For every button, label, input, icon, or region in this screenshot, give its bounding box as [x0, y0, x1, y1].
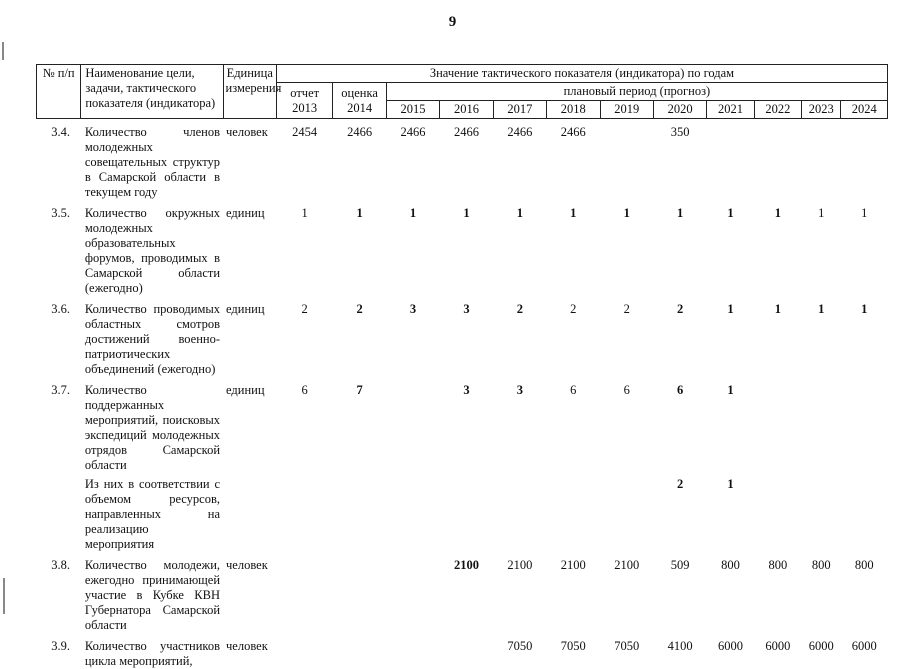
value-cell: 1: [707, 473, 754, 552]
page-number: 9: [0, 14, 905, 31]
unit-cell: единиц: [223, 200, 276, 296]
value-cell: 2: [600, 296, 653, 377]
scan-mark: [2, 42, 4, 60]
indicator-name: Количество поддержанных мероприятий, поисковых экспедиций молодежных отрядов Самарской области: [81, 377, 223, 473]
value-cell: [841, 377, 888, 473]
value-cell: [386, 633, 439, 669]
value-cell: 1: [653, 200, 706, 296]
indicator-name: Количество окружных молодежных образовательных форумов, проводимых в Самарской области (ежегодно): [81, 200, 223, 296]
header-year: 2021: [707, 101, 754, 119]
value-cell: 1: [386, 200, 439, 296]
value-cell: [754, 119, 801, 201]
table-row: [37, 552, 888, 633]
value-cell: [440, 473, 493, 552]
unit-cell: человек: [223, 119, 276, 201]
header-year: 2024: [841, 101, 888, 119]
row-number: 3.8.: [37, 552, 81, 633]
value-cell: 2100: [547, 552, 600, 633]
value-cell: [276, 633, 332, 669]
value-cell: 7050: [493, 633, 546, 669]
scan-mark: [3, 578, 5, 614]
row-number: [37, 473, 81, 552]
value-cell: 800: [841, 552, 888, 633]
value-cell: 6: [276, 377, 332, 473]
indicators-table: [36, 64, 888, 669]
header-year: 2022: [754, 101, 801, 119]
table-header: [37, 65, 888, 119]
value-cell: 1: [841, 296, 888, 377]
indicator-name: Количество молодежи, ежегодно принимающей участие в Кубке КВН Губернатора Самарской области: [81, 552, 223, 633]
value-cell: [440, 633, 493, 669]
value-cell: 2466: [333, 119, 386, 201]
header-num: № п/п: [37, 65, 81, 119]
value-cell: 6000: [841, 633, 888, 669]
value-cell: [333, 473, 386, 552]
header-unit: Единица измерения: [223, 65, 276, 119]
value-cell: [333, 552, 386, 633]
value-cell: 2: [333, 296, 386, 377]
value-cell: [707, 119, 754, 201]
value-cell: 4100: [653, 633, 706, 669]
value-cell: 1: [707, 377, 754, 473]
table-row: [37, 296, 888, 377]
header-planned: плановый период (прогноз): [386, 83, 887, 101]
value-cell: 1: [802, 200, 841, 296]
row-number: 3.4.: [37, 119, 81, 201]
header-year: 2015: [386, 101, 439, 119]
value-cell: 2100: [493, 552, 546, 633]
header-year: 2016: [440, 101, 493, 119]
header-year: 2018: [547, 101, 600, 119]
value-cell: [386, 377, 439, 473]
value-cell: 2466: [386, 119, 439, 201]
row-number: 3.5.: [37, 200, 81, 296]
value-cell: [386, 473, 439, 552]
indicator-name: Количество проводимых областных смотров достижений военно-патриотических объединений (ежегодно): [81, 296, 223, 377]
value-cell: 1: [802, 296, 841, 377]
row-number: 3.6.: [37, 296, 81, 377]
value-cell: 2466: [493, 119, 546, 201]
value-cell: 6000: [754, 633, 801, 669]
value-cell: 3: [440, 377, 493, 473]
value-cell: 3: [493, 377, 546, 473]
value-cell: [547, 473, 600, 552]
header-year: 2019: [600, 101, 653, 119]
indicator-name: Количество участников цикла мероприятий,: [81, 633, 223, 669]
value-cell: [276, 552, 332, 633]
value-cell: 1: [754, 200, 801, 296]
value-cell: 2: [493, 296, 546, 377]
value-cell: 2100: [440, 552, 493, 633]
value-cell: 3: [386, 296, 439, 377]
value-cell: 6000: [802, 633, 841, 669]
value-cell: [333, 633, 386, 669]
value-cell: [493, 473, 546, 552]
header-value-group: Значение тактического показателя (индикатора) по годам: [276, 65, 887, 83]
unit-cell: единиц: [223, 296, 276, 377]
row-number: 3.7.: [37, 377, 81, 473]
header-year: 2023: [802, 101, 841, 119]
value-cell: [600, 119, 653, 201]
value-cell: 1: [600, 200, 653, 296]
table-row: [37, 200, 888, 296]
value-cell: [754, 473, 801, 552]
value-cell: [841, 473, 888, 552]
value-cell: 1: [707, 296, 754, 377]
value-cell: 1: [707, 200, 754, 296]
table-row: [37, 119, 888, 201]
value-cell: [802, 473, 841, 552]
value-cell: 6: [600, 377, 653, 473]
indicator-name: Из них в соответствии с объемом ресурсов, направленных на реализацию мероприятия: [81, 473, 223, 552]
value-cell: 7050: [547, 633, 600, 669]
header-name: Наименование цели, задачи, тактического показателя (индикатора): [81, 65, 223, 119]
value-cell: 2100: [600, 552, 653, 633]
value-cell: [600, 473, 653, 552]
value-cell: 1: [547, 200, 600, 296]
value-cell: 1: [333, 200, 386, 296]
value-cell: 1: [440, 200, 493, 296]
table-row: [37, 473, 888, 552]
value-cell: 1: [754, 296, 801, 377]
value-cell: 800: [707, 552, 754, 633]
value-cell: 2: [276, 296, 332, 377]
value-cell: 2: [653, 473, 706, 552]
value-cell: 6: [547, 377, 600, 473]
indicator-name: Количество членов молодежных совещательных структур в Самарской области в текущем году: [81, 119, 223, 201]
value-cell: 7: [333, 377, 386, 473]
header-year: 2020: [653, 101, 706, 119]
value-cell: [841, 119, 888, 201]
table-body: [37, 119, 888, 669]
value-cell: [276, 473, 332, 552]
table-row: [37, 633, 888, 669]
value-cell: 2: [653, 296, 706, 377]
unit-cell: единиц: [223, 377, 276, 473]
value-cell: 2: [547, 296, 600, 377]
value-cell: 800: [802, 552, 841, 633]
value-cell: [754, 377, 801, 473]
header-estimate: оценка 2014: [333, 83, 386, 119]
value-cell: 350: [653, 119, 706, 201]
header-year: 2017: [493, 101, 546, 119]
unit-cell: человек: [223, 633, 276, 669]
value-cell: 6: [653, 377, 706, 473]
unit-cell: [223, 473, 276, 552]
header-report: отчет 2013: [276, 83, 332, 119]
value-cell: 7050: [600, 633, 653, 669]
value-cell: [386, 552, 439, 633]
value-cell: 509: [653, 552, 706, 633]
value-cell: 1: [841, 200, 888, 296]
value-cell: 800: [754, 552, 801, 633]
row-number: 3.9.: [37, 633, 81, 669]
value-cell: 2466: [547, 119, 600, 201]
value-cell: 2454: [276, 119, 332, 201]
unit-cell: человек: [223, 552, 276, 633]
value-cell: 2466: [440, 119, 493, 201]
value-cell: 6000: [707, 633, 754, 669]
value-cell: [802, 119, 841, 201]
value-cell: 3: [440, 296, 493, 377]
value-cell: [802, 377, 841, 473]
value-cell: 1: [493, 200, 546, 296]
value-cell: 1: [276, 200, 332, 296]
table-row: [37, 377, 888, 473]
